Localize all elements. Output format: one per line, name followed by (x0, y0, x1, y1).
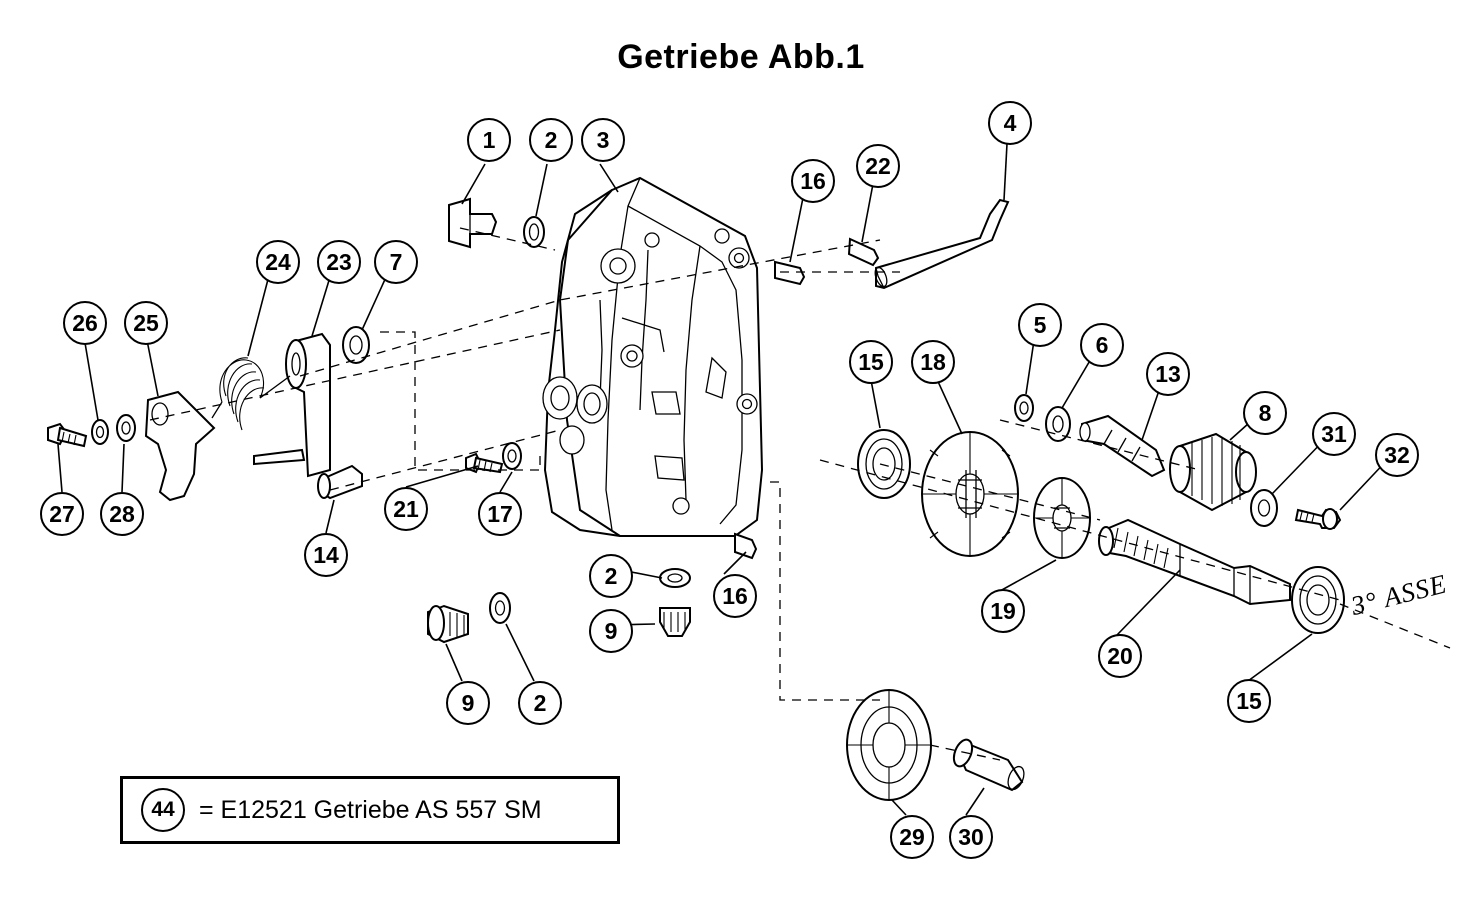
part-9-plug-center (660, 608, 690, 636)
callout-32[interactable]: 32 (1375, 433, 1419, 477)
callout-15b[interactable]: 15 (1227, 679, 1271, 723)
part-13-shaft (1080, 416, 1164, 476)
part-15-bearing-upper (858, 430, 910, 498)
part-32-screw (1296, 509, 1340, 529)
callout-21[interactable]: 21 (384, 487, 428, 531)
callout-25[interactable]: 25 (124, 301, 168, 345)
part-20-output-shaft (1099, 520, 1290, 604)
part-2-washer-left (490, 593, 510, 623)
callout-13[interactable]: 13 (1146, 352, 1190, 396)
callout-2a[interactable]: 2 (529, 118, 573, 162)
callout-30[interactable]: 30 (949, 815, 993, 859)
callout-20[interactable]: 20 (1098, 634, 1142, 678)
part-15-bearing-right (1292, 567, 1344, 633)
part-30-spacer (950, 737, 1027, 792)
callout-27[interactable]: 27 (40, 492, 84, 536)
part-23-shift-lever (254, 334, 330, 476)
part-17-washer (503, 443, 521, 469)
callout-19[interactable]: 19 (981, 589, 1025, 633)
legend-text: = E12521 Getriebe AS 557 SM (199, 795, 542, 824)
part-9-plug-left (428, 606, 468, 642)
page-title: Getriebe Abb.1 (617, 38, 865, 76)
callout-7[interactable]: 7 (374, 240, 418, 284)
callout-15a[interactable]: 15 (849, 340, 893, 384)
part-8-gear (1170, 434, 1256, 510)
callout-2c[interactable]: 2 (518, 681, 562, 725)
part-24-spring (212, 358, 290, 430)
gearbox-housing (543, 178, 762, 536)
callout-6[interactable]: 6 (1080, 323, 1124, 367)
callout-8[interactable]: 8 (1243, 391, 1287, 435)
callout-14[interactable]: 14 (304, 533, 348, 577)
callout-5[interactable]: 5 (1018, 303, 1062, 347)
callout-16b[interactable]: 16 (713, 574, 757, 618)
part-29-sprocket (847, 690, 931, 800)
callout-4[interactable]: 4 (988, 101, 1032, 145)
legend-callout-44: 44 (141, 788, 185, 832)
callout-28[interactable]: 28 (100, 492, 144, 536)
part-21-screw (466, 454, 502, 472)
part-31-washer (1251, 490, 1277, 526)
part-16-dowel-pin-upper (775, 262, 804, 284)
callout-3[interactable]: 3 (581, 118, 625, 162)
part-1-fitting (449, 199, 496, 247)
part-19-gear (1034, 478, 1090, 558)
part-6-washer (1046, 407, 1070, 441)
part-2-washer-center (660, 569, 690, 587)
callout-9b[interactable]: 9 (446, 681, 490, 725)
callout-1[interactable]: 1 (467, 118, 511, 162)
callout-2b[interactable]: 2 (589, 554, 633, 598)
part-4-shift-shaft (873, 200, 1008, 288)
callout-22[interactable]: 22 (856, 144, 900, 188)
callout-18[interactable]: 18 (911, 340, 955, 384)
callout-17[interactable]: 17 (478, 492, 522, 536)
part-27-screw (48, 424, 86, 446)
callout-16a[interactable]: 16 (791, 159, 835, 203)
part-18-gear (922, 432, 1018, 556)
callout-23[interactable]: 23 (317, 240, 361, 284)
callout-9a[interactable]: 9 (589, 609, 633, 653)
callout-29[interactable]: 29 (890, 815, 934, 859)
callout-26[interactable]: 26 (63, 301, 107, 345)
callout-24[interactable]: 24 (256, 240, 300, 284)
callout-31[interactable]: 31 (1312, 412, 1356, 456)
part-2-washer-top (524, 217, 544, 247)
part-16-dowel-pin-lower (735, 534, 756, 558)
legend-box (120, 776, 620, 844)
axis-note-3-asse: 3° ASSE (1348, 568, 1450, 622)
part-5-washer (1015, 395, 1033, 421)
